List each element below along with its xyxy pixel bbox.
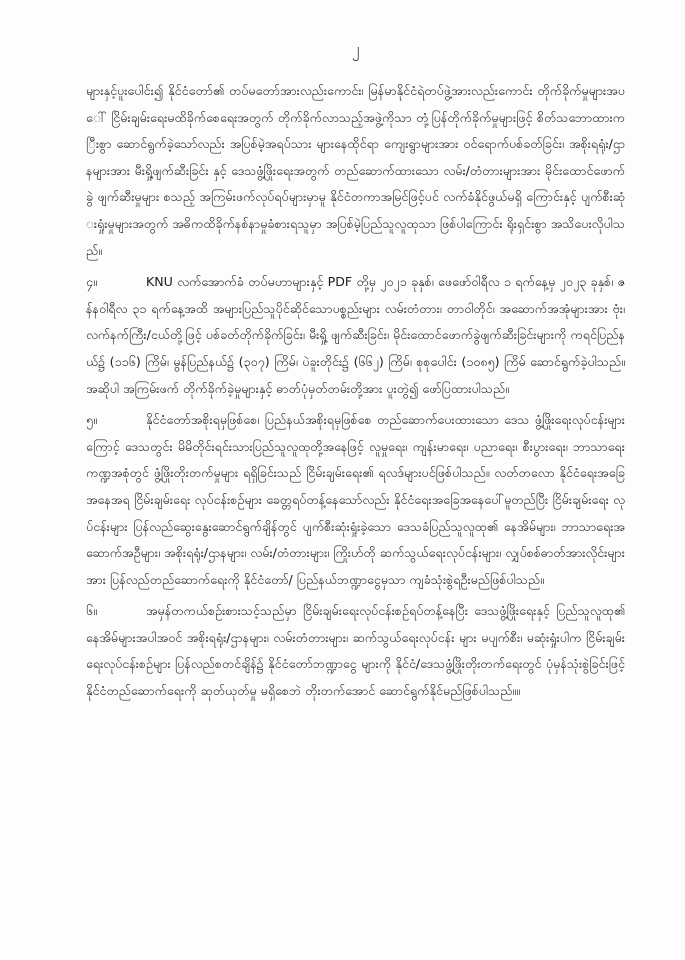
paragraph-number: ၆။ — [86, 603, 97, 619]
paragraph-6 — [86, 598, 625, 704]
paragraph-continued — [86, 78, 625, 264]
paragraph-text: များနှင့်ပူးပေါင်း၍ နိုင်ငံတော်၏ တပ်မတော်အားလည်းကောင်း၊ မြန်မာနိုင်ငံရဲတပ်ဖွဲ့အားလည်းကောင်း တိုက်ခိုက်မှုများအပေါ် ငြိမ်းချမ်းရေးမထိခိုက်စေရေးအတွက် တိုက်ခိုက်လာသည့်အဖွဲ့ကိုသာ တုံ့ပြန်တိုက်ခိုက်မှုများဖြင့် စိတ်သဘောထားကြီးစွာ ဆောင်ရွက်ခဲ့သော်လည်း အပြစ်မဲ့အရပ်သား များနေထိုင်ရာ ကျေးရွာများအား ဝင်ရောက်ပစ်ခတ်ခြင်း၊ အစိုးရရုံး/ဌာနများအား မီးရှို့ဖျက်ဆီးခြင်း နှင့် ဒေသဖွံ့ဖြိုးရေးအတွက် တည်ဆောက်ထားသော လမ်း/တံတားများအား မိုင်းထောင်ဖောက်ခွဲ ဖျက်ဆီးမှုများ စသည့် အကြမ်းဖက်လုပ်ရပ်များမှာမူ နိုင်ငံတကာအမြင်ဖြင့်ပင် လက်ခံနိုင်ဖွယ်မရှိ ကြောင်းနှင့် ပျက်စီးဆုံးရှုံးမှုများအတွက် အဓိကထိခိုက်နစ်နာမှုခံစားရသူမှာ အပြစ်မဲ့ပြည်သူလူထုသာ ဖြစ်ပါကြောင်း ရိုးရှင်းစွာ အသိပေးလိုပါသည်။ — [86, 83, 625, 258]
paragraph-number: ၄။ — [86, 274, 97, 290]
paragraph-text: နိုင်ငံတော်အစိုးရမှဖြစ်စေ၊ ပြည်နယ်အစိုးရမှဖြစ်စေ တည်ဆောက်ပေးထားသော ဒေသ ဖွံ့ဖြိုးရေးလုပ်ငန်းများကြောင့် ဒေသတွင်း မိမိတိုင်းရင်းသားပြည်သူလူထုတို့အနေဖြင့် လူမှုရေး၊ ကျန်းမာရေး၊ ပညာရေး၊ စီးပွားရေး၊ ဘာသာရေး ကဏ္ဍအစုံတွင် ဖွံ့ဖြိုးတိုးတက်မှုများ ရရှိခြင်းသည် ငြိမ်းချမ်းရေး၏ ရလဒ်များပင်ဖြစ်ပါသည်။ လတ်တလော နိုင်ငံရေးအခြေအနေအရ ငြိမ်းချမ်းရေး လုပ်ငန်းစဉ်များ ခေတ္တရပ်တန့်နေသော်လည်း နိုင်ငံရေးအခြေအနေပေါ်မူတည်ပြီး ငြိမ်းချမ်းရေး လုပ်ငန်းများ ပြန်လည်ဆွေးနွေးဆောင်ရွက်ချိန်တွင် ပျက်စီးဆုံးရှုံးခဲ့သော ဒေသခံပြည်သူလူထု၏ နေအိမ်များ၊ ဘာသာရေးအဆောက်အဦများ၊ အစိုးရရုံး/ဌာနများ၊ လမ်း/တံတားများ၊ ကြိုးဟ်တို ဆက်သွယ်ရေးလုပ်ငန်းများ၊ လျှပ်စစ်ဓာတ်အားလိုင်းများအား ပြန်လည်တည်ဆောက်ရေးကို နိုင်ငံတော်/ ပြည်နယ်ဘဏ္ဍာငွေမှသာ ကျခံသုံးစွဲရဦးမည်ဖြစ်ပါသည်။ — [86, 412, 625, 587]
paragraph-5 — [86, 407, 625, 593]
page-number: ၂ — [351, 40, 360, 58]
paragraph-4 — [86, 269, 625, 402]
paragraph-number: ၅။ — [86, 412, 97, 428]
end-mark: ။ — [516, 683, 521, 699]
paragraph-text: KNU လက်အောက်ခံ တပ်မဟာများနှင့် PDF တို့မှ ၂၀၂၁ ခုနှစ်၊ ဖေဖော်ဝါရီလ ၁ ရက်နေ့မှ ၂၀၂၃ ခုနှစ်၊ ဇန်နဝါရီလ ၃၁ ရက်နေ့အထိ အများပြည်သူပိုင်ဆိုင်သောပစ္စည်းများ လမ်းတံတား၊ တာဝါတိုင်၊ အဆောက်အအုံများအား ဗုံး၊ လက်နက်ကြီး/ငယ်တို့ဖြင့် ပစ်ခတ်တိုက်ခိုက်ခြင်း၊ မီးရှို့ ဖျက်ဆီးခြင်း၊ မိုင်းထောင်ဖောက်ခွဲဖျက်ဆီးခြင်းများကို ကရင်ပြည်နယ်၌ (၁၁၆) ကြိမ်၊ မွန်ပြည်နယ်၌ (၃၀၇) ကြိမ်၊ ပဲခူးတိုင်း၌ (၆၆၂) ကြိမ်၊ စုစုပေါင်း (၁၀၈၅) ကြိမ် ဆောင်ရွက်ခဲ့ပါသည်။ အဆိုပါ အကြမ်းဖက် တိုက်ခိုက်ခဲ့မှုများနှင့် ဓာတ်ပုံမှတ်တမ်းတို့အား ပူးတွဲ၍ ဖော်ပြထားပါသည်။ — [86, 274, 625, 396]
paragraph-text: အမှန်တကယ်စဉ်းစားသင့်သည်မှာ ငြိမ်းချမ်းရေးလုပ်ငန်းစဉ်ရပ်တန့်နေပြီး ဒေသဖွံ့ဖြိုးရေးနှင့် ပြည်သူလူထု၏ နေအိမ်များအပါအဝင် အစိုးရရုံး/ဌာနများ၊ လမ်းတံတားများ၊ ဆက်သွယ်ရေးလုပ်ငန်း များ မပျက်စီး၊ မဆုံးရှုံးပါက ငြိမ်းချမ်းရေးလုပ်ငန်းစဉ်များ ပြန်လည်စတင်ချိန်၌ နိုင်ငံတော်ဘဏ္ဍာငွေ များကို နိုင်ငံ/ဒေသဖွံ့ဖြိုးတိုးတက်ရေးတွင် ပုံမှန်သုံးစွဲခြင်းဖြင့် နိုင်ငံတည်ဆောက်ရေးကို ဆုတ်ယုတ်မှု မရှိစေဘဲ တိုးတက်အောင် ဆောင်ရွက်နိုင်မည်ဖြစ်ပါသည်။ — [86, 603, 625, 699]
